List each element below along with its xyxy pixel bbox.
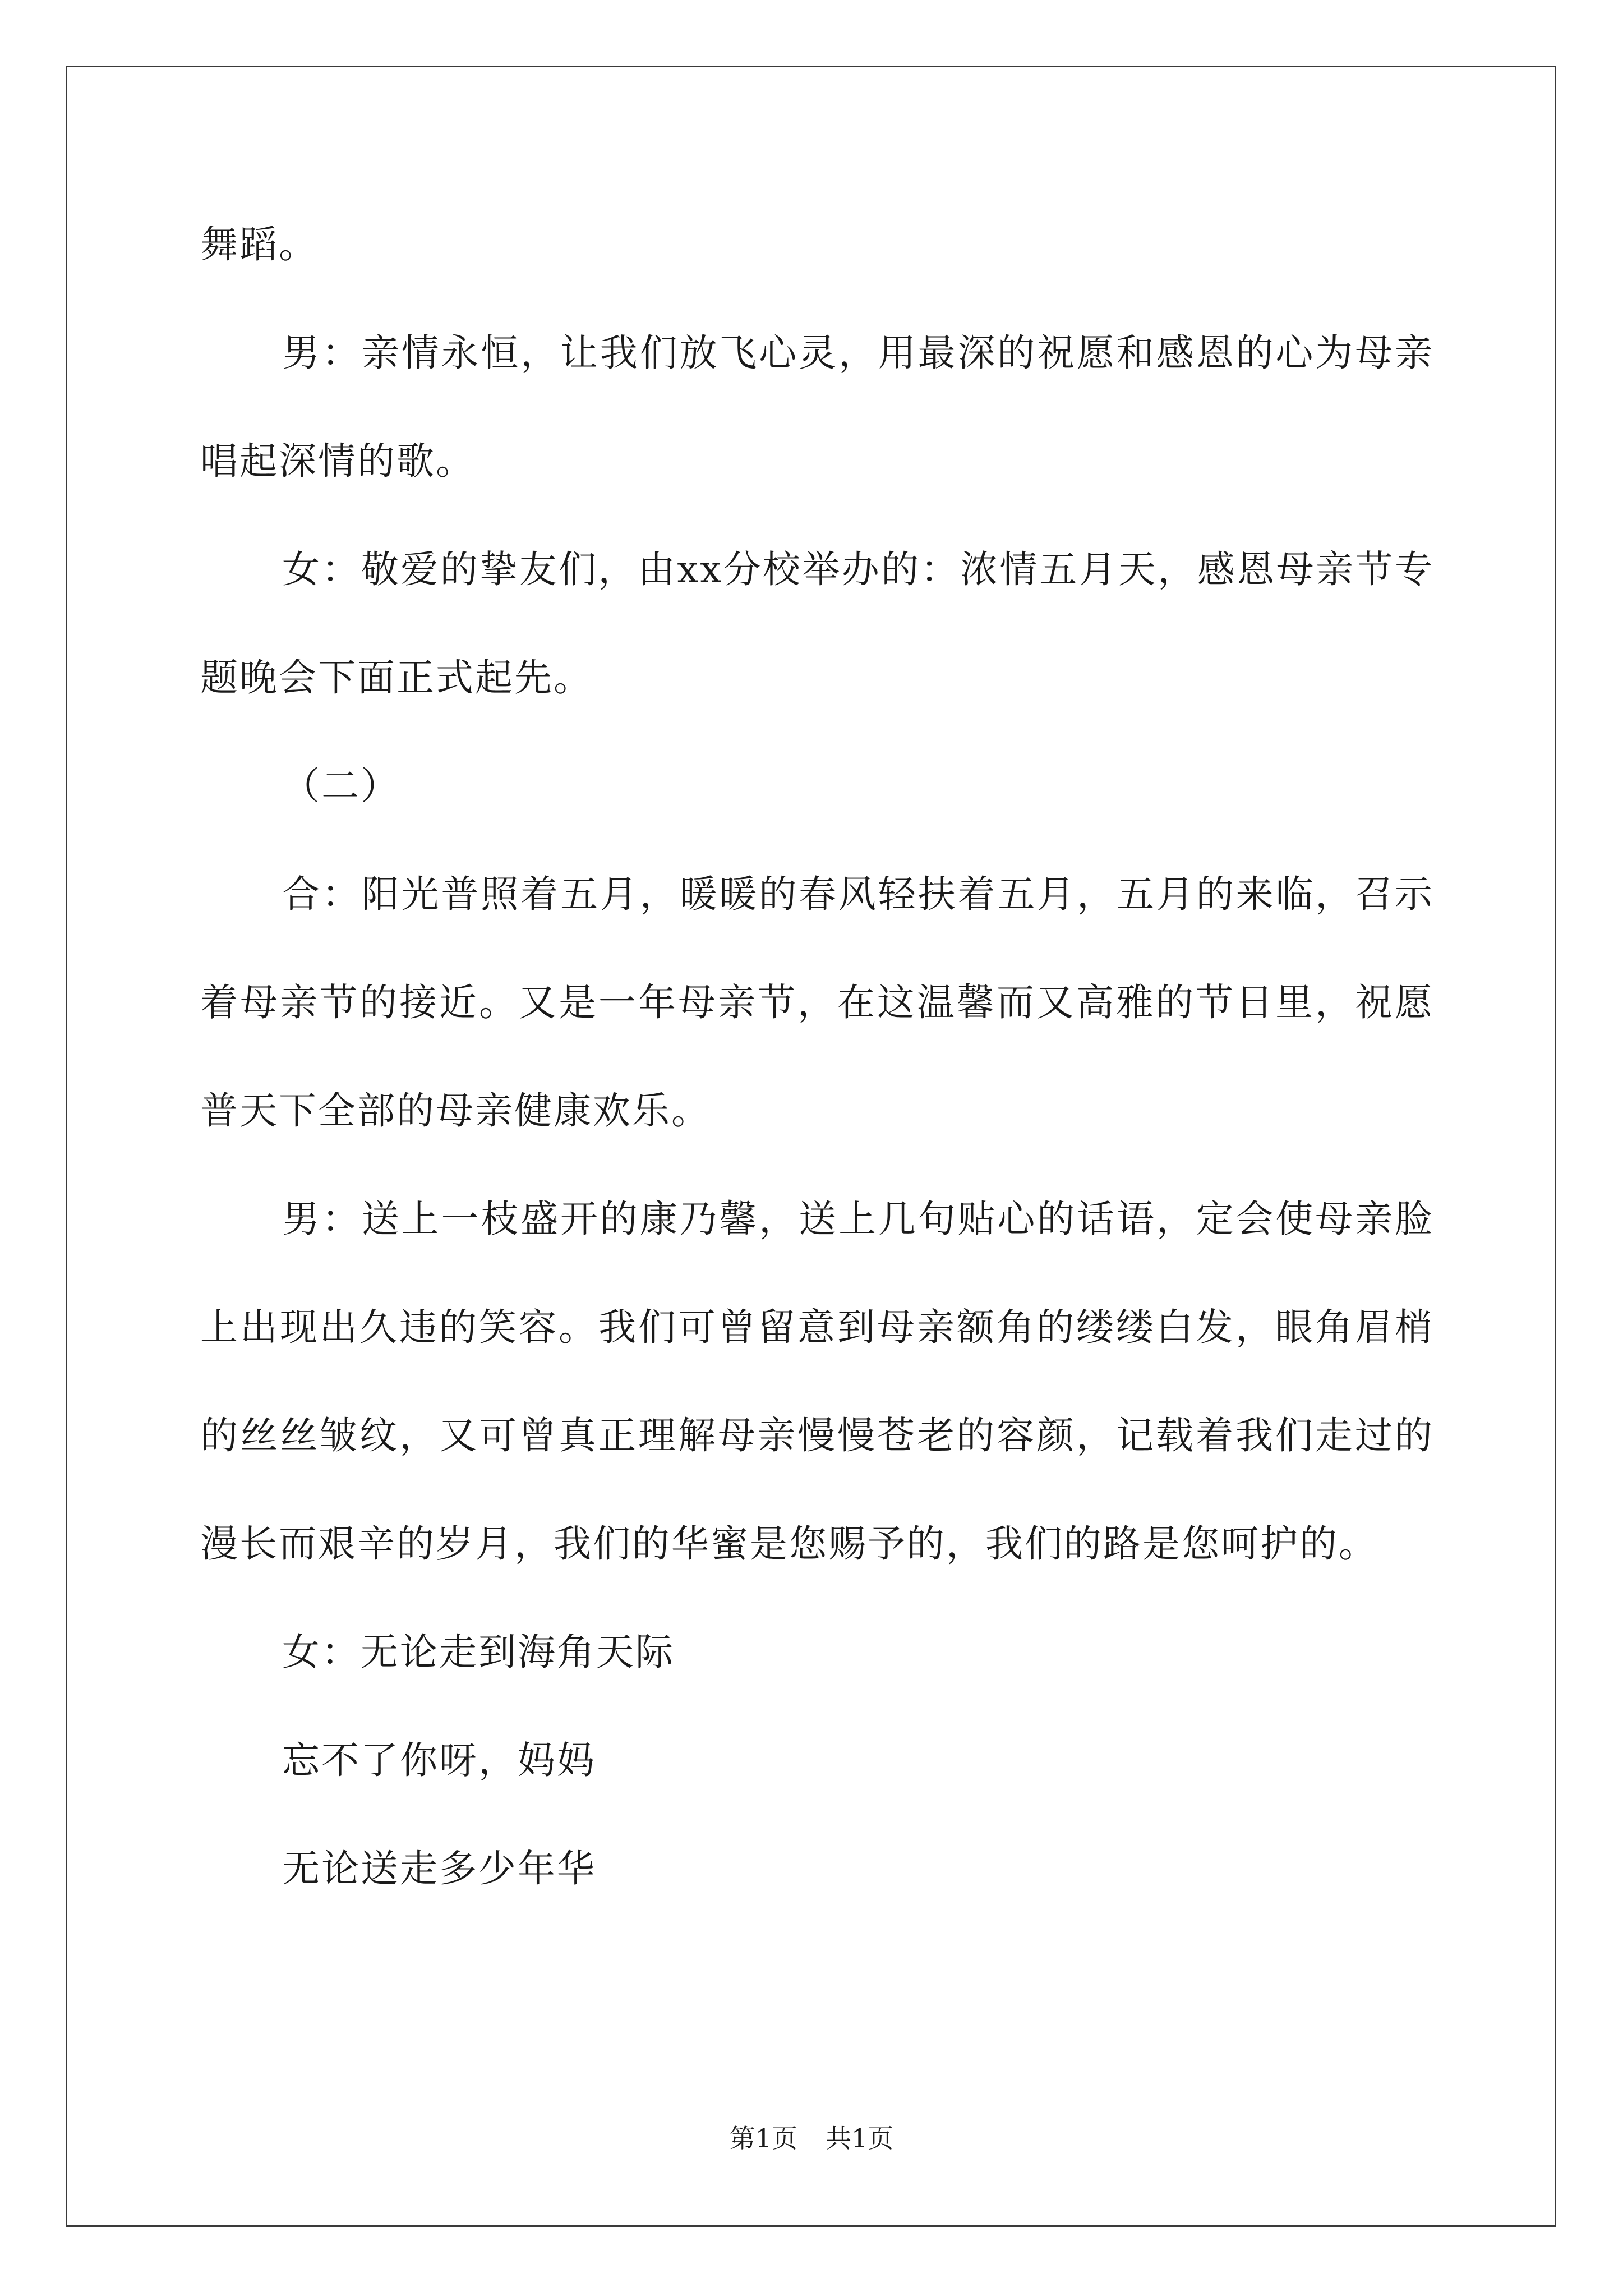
section-heading: （二） xyxy=(282,764,400,808)
paragraph-2: 男：亲情永恒，让我们放飞心灵，用最深的祝愿和感恩的心为母亲唱起深情的歌。 xyxy=(200,331,1434,483)
verse-line-2: 忘不了你呀，妈妈 xyxy=(282,1738,596,1782)
paragraph-5: 合：阳光普照着五月，暖暖的春风轻扶着五月，五月的来临，召示着母亲节的接近。又是一年母亲节，在这温馨而又高雅的节日里，祝愿普天下全部的母亲健康欢乐。 xyxy=(200,872,1434,1133)
page-number-current: 第1页 xyxy=(729,2123,797,2154)
verse-line-1: 女：无论走到海角天际 xyxy=(282,1630,675,1674)
document-body xyxy=(200,191,1434,1923)
verse-line-3: 无论送走多少年华 xyxy=(282,1847,596,1890)
paragraph-3: 女：敬爱的挚友们，由xx分校举办的：浓情五月天，感恩母亲节专题晚会下面正式起先。 xyxy=(200,547,1434,700)
page-number-total: 共1页 xyxy=(826,2123,894,2154)
paragraph-1: 舞蹈。 xyxy=(200,223,318,266)
page-footer xyxy=(0,2122,1623,2155)
paragraph-6: 男：送上一枝盛开的康乃馨，送上几句贴心的话语，定会使母亲脸上出现出久违的笑容。我们可曾留意到母亲额角的缕缕白发，眼角眉梢的丝丝皱纹，又可曾真正理解母亲慢慢苍老的容颜，记载着我们走过的漫长而艰辛的岁月，我们的华蜜是您赐予的，我们的路是您呵护的。 xyxy=(200,1197,1434,1566)
